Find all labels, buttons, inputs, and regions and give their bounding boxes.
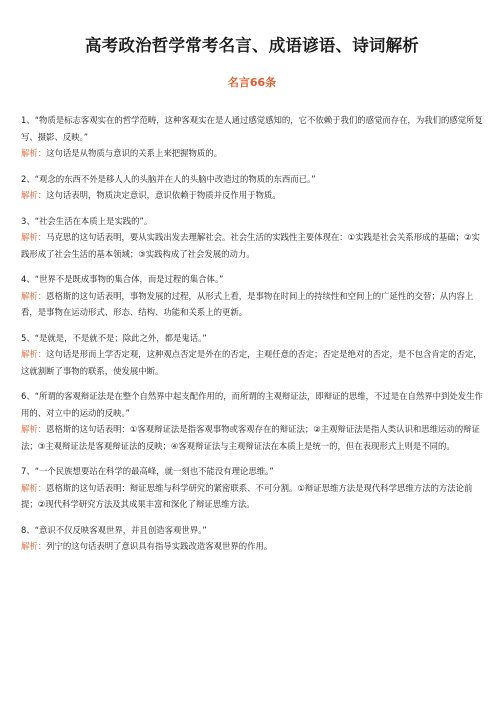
quote-list (21, 112, 487, 564)
quote-text: 1、“物质是标志客观实在的哲学范畴，这种客观实在是人通过感觉感知的，它不依赖于我们的感觉而存在，为我们的感觉所复写、摄影、反映。” (21, 115, 483, 142)
quote-text: 8、“意识不仅反映客观世界，并且创造客观世界。” (21, 524, 207, 535)
quote-item-6 (21, 388, 487, 454)
quote-item-7 (21, 463, 487, 513)
quote-item-5 (21, 330, 487, 380)
explanation-label: 解析： (21, 290, 47, 301)
explanation-label: 解析： (21, 148, 47, 158)
quote-text: 3、“社会生活在本质上是实践的”。 (21, 215, 153, 226)
explanation-label: 解析： (21, 232, 47, 242)
explanation-text: 这句话表明，物质决定意识，意识依赖于物质并反作用于物质。 (46, 190, 281, 200)
explanation-label: 解析： (21, 349, 47, 359)
quote-text: 5、“是就是，不是就不是；除此之外，都是鬼话。” (21, 332, 207, 343)
quote-item-3 (21, 213, 487, 263)
explanation-text: 恩格斯的这句话表明：辩证思维与科学研究的紧密联系、不可分割。①辩证思维方法是现代科学思维方法的方法论前提；②现代科学研究方法及其成果丰富和深化了辩证思维方法。 (21, 482, 473, 509)
quote-text: 2、“观念的东西不外是移人人的头脑并在人的头脑中改造过的物质的东西而已。” (21, 173, 316, 184)
quote-item-4 (21, 271, 487, 321)
quote-text: 7、“一个民族想要站在科学的最高峰，就一刻也不能没有理论思维。” (21, 466, 274, 476)
explanation-text: 恩格斯的这句话表明，事物发展的过程，从形式上看，是事物在时间上的持续性和空间上的广延性的交替；从内容上看，是事物在运动形式、形态、结构、功能和关系上的更新。 (21, 290, 474, 317)
section-subtitle: 名言66条 (227, 76, 277, 89)
explanation-label: 解析： (21, 190, 47, 200)
explanation-text: 恩格斯的这句话表明：①客观辩证法是指客观事物或客观存在的辩证法；②主观辩证法是指人类认识和思维运动的辩证法；③主观辩证法是客观辩证法的反映；④客观辩证法与主观辩证法在本质上是统一的，但在表现形式上则是不同的。 (21, 424, 480, 451)
document-title: 高考政治哲学常考名言、成语谚语、诗词解析 (85, 36, 419, 55)
explanation-text: 这句话是从物质与意识的关系上来把握物质的。 (46, 148, 222, 158)
quote-item-1 (21, 112, 487, 162)
explanation-label: 解析： (21, 541, 47, 551)
explanation-text: 列宁的这句话表明了意识具有指导实践改造客观世界的作用。 (46, 541, 273, 551)
quote-text: 4、“世界不是既成事物的集合体，而是过程的集合体。” (21, 274, 224, 284)
explanation-text: 这句话是形而上学否定观，这种观点否定是外在的否定，主观任意的否定；否定是绝对的否定，是不包含肯定的否定，这就割断了事物的联系，使发展中断。 (21, 349, 482, 376)
explanation-text: 马克思的这句话表明，要从实践出发去理解社会。社会生活的实践性主要体现在：①实践是社会关系形成的基础；②实践形成了社会生活的基本领域；③实践构成了社会发展的动力。 (21, 232, 480, 259)
explanation-label: 解析： (21, 482, 47, 493)
quote-item-2 (21, 171, 487, 204)
quote-text: 6、“所谓的客观辩证法是在整个自然界中起支配作用的，而所谓的主观辩证法，即辩证的思维，不过是在自然界中到处发生作用的、对立中的运动的反映。” (21, 391, 483, 418)
quote-item-8 (21, 522, 487, 555)
explanation-label: 解析： (21, 424, 47, 434)
